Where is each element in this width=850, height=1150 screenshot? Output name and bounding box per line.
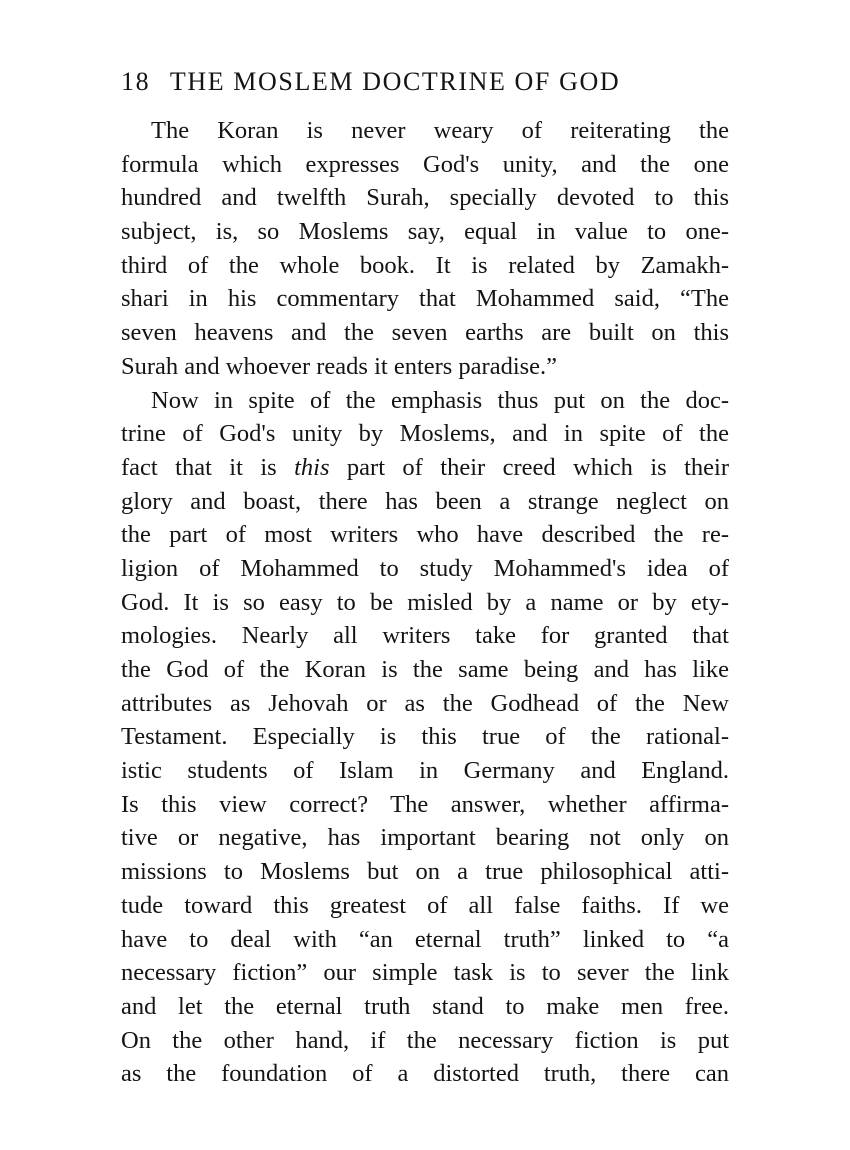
running-title: THE MOSLEM DOCTRINE OF GOD [169,67,621,96]
paragraph-2-line-4: glory and boast, there has been a strange neglect on [121,487,729,515]
paragraph-2-line-11: Testament. Especially is this true of the rational- [121,723,729,751]
paragraph-1-line-7: seven heavens and the seven earths are built on this [121,319,729,347]
paragraph-1-line-2: formula which expresses God's unity, and the one [121,150,729,178]
paragraph-2-line-8: mologies. Nearly all writers take for granted that [121,622,729,650]
paragraph-2-line-15: missions to Moslems but on a true philosophical atti- [121,858,729,886]
paragraph-2-line-3 [121,451,729,485]
paragraph-2-line-17: have to deal with “an eternal truth” linked to “a [121,925,729,953]
paragraph-1-line-6: shari in his commentary that Mohammed said, “The [121,285,729,313]
page-number: 18 [121,67,151,96]
paragraph-2-line-12: istic students of Islam in Germany and England. [121,757,729,785]
paragraph-2-line-21: as the foundation of a distorted truth, there can [121,1060,729,1088]
paragraph-2-line-16: tude toward this greatest of all false faiths. If we [121,891,729,919]
paragraph-1-line-4: subject, is, so Moslems say, equal in value to one- [121,218,729,246]
line-segment-before-italic: fact that it is [121,453,295,481]
line-segment-after-italic: part of their creed which is their [329,453,729,481]
paragraph-1-line-3: hundred and twelfth Surah, specially devoted to this [121,184,729,212]
italic-emphasis: this [294,453,330,481]
paragraph-2-line-9: the God of the Koran is the same being and has like [121,656,729,683]
paragraph-2-line-19: and let the eternal truth stand to make men free. [121,992,729,1020]
paragraph-2-line-14: tive or negative, has important bearing not only on [121,824,729,852]
paragraph-1-line-1: The Koran is never weary of reiterating the [151,117,729,144]
paragraph-2-line-2: trine of God's unity by Moslems, and in spite of the [121,420,729,448]
paragraph-2-line-7: God. It is so easy to be misled by a name or by ety- [121,588,729,616]
paragraph-2-line-10: attributes as Jehovah or as the Godhead of the New [121,689,729,717]
paragraph-2-line-13: Is this view correct? The answer, whether affirma- [121,790,729,818]
running-head [121,62,741,102]
paragraph-2-line-20: On the other hand, if the necessary fiction is put [121,1026,729,1054]
paragraph-2-line-18: necessary fiction” our simple task is to sever the link [121,959,729,987]
paragraph-2-line-1: Now in spite of the emphasis thus put on the doc- [151,386,729,414]
paragraph-2-line-5: the part of most writers who have described the re- [121,521,729,549]
paragraph-2-line-6: ligion of Mohammed to study Mohammed's idea of [121,554,729,582]
body-text [121,114,729,1091]
paragraph-1-line-5: third of the whole book. It is related by Zamakh- [121,251,729,279]
paragraph-1-line-8: Surah and whoever reads it enters paradise.” [121,352,558,380]
